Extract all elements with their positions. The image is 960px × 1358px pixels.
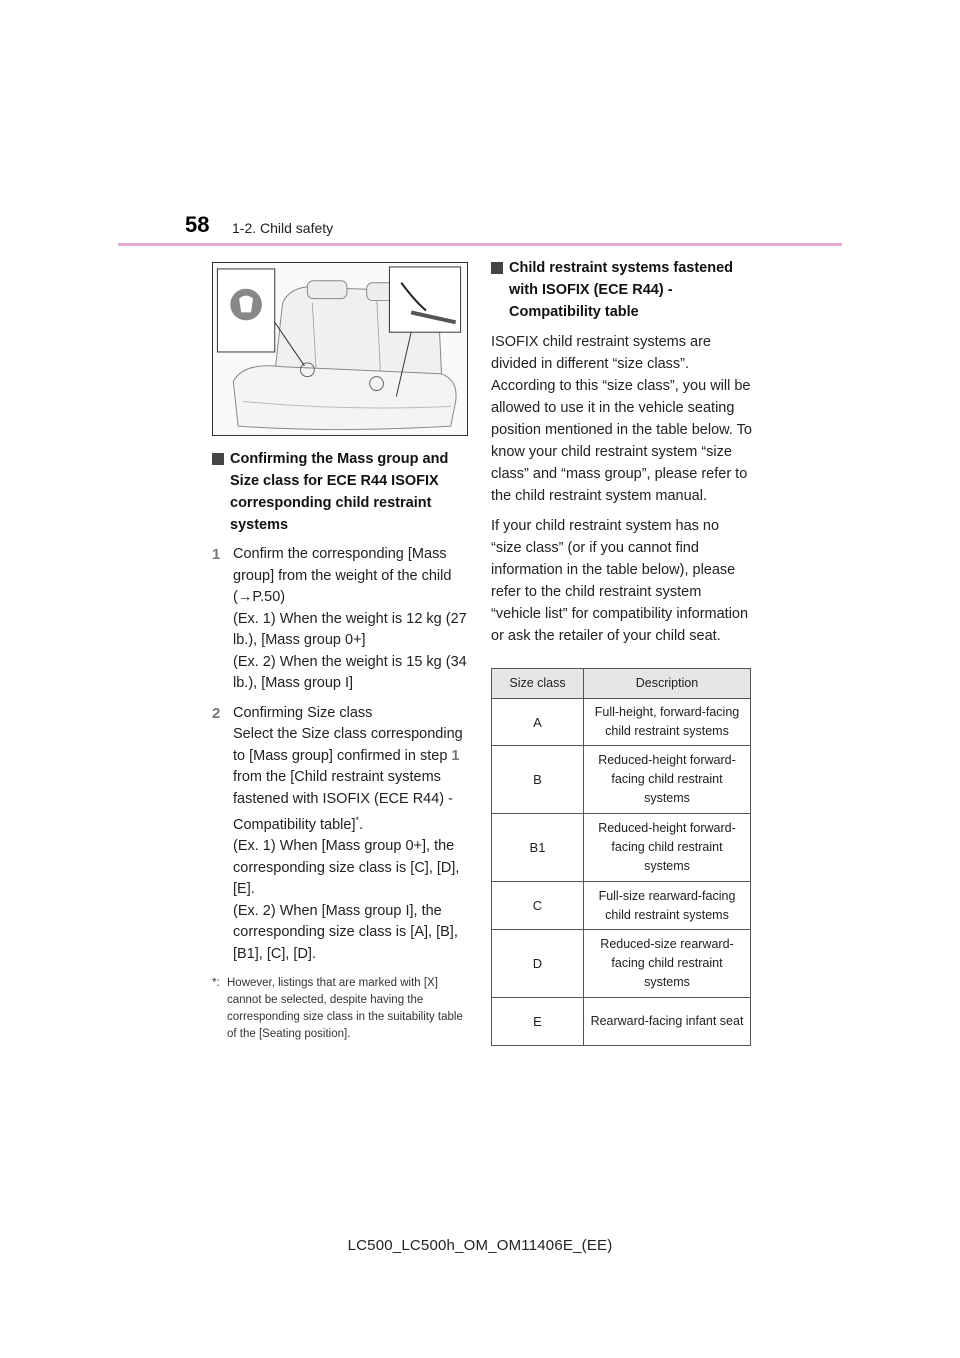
table-row [492, 814, 751, 882]
table-row [492, 699, 751, 746]
description-cell: Full-size rearward-facing child restraint systems [584, 882, 751, 930]
footnote-marker: * [355, 815, 360, 825]
table-row [492, 930, 751, 998]
table-row [492, 998, 751, 1046]
description-cell: Reduced-height forward-facing child restraint systems [584, 814, 751, 882]
arrow-icon: → [237, 589, 253, 605]
footnote: *: However, listings that are marked with [X] cannot be selected, despite having the corresponding size class in the suitability table of the [Seating position]. [212, 977, 463, 1041]
compatibility-heading: Child restraint systems fastened with ISOFIX (ECE R44) - Compatibility table [491, 257, 753, 323]
header-rule [118, 243, 842, 246]
description-cell: Full-height, forward-facing child restraint systems [584, 699, 751, 746]
size-class-cell: E [492, 998, 584, 1046]
description-cell: Reduced-size rearward-facing child restraint systems [584, 930, 751, 998]
column-header: Description [584, 669, 751, 699]
bullet-square-icon [491, 262, 503, 274]
bullet-square-icon [212, 453, 224, 465]
step-reference: 1 [451, 747, 460, 764]
size-class-table [491, 668, 751, 1046]
step-2: 2 Confirming Size class Select the Size class corresponding to [Mass group] confirmed in step 1 from the [Child restraint systems fastened with ISOFIX (ECE R44) - Compatibility table]*. (Ex. 1) When [Mass group 0+], the corresponding size class is [C], [D], [E]. (Ex. 2) When [Mass group I], the corresponding size class is [A], [B], [B1], [C], [D]. [212, 704, 463, 962]
page-number: 58 [185, 212, 210, 237]
table-row [492, 746, 751, 814]
document-code: LC500_LC500h_OM_OM11406E_(EE) [347, 1237, 613, 1254]
description-cell: Reduced-height forward-facing child restraint systems [584, 746, 751, 814]
column-header: Size class [492, 669, 584, 699]
size-class-cell: D [492, 930, 584, 998]
left-column [212, 448, 467, 1043]
mass-group-heading: Confirming the Mass group and Size class for ECE R44 ISOFIX corresponding child restraint systems [212, 448, 467, 536]
size-class-cell: A [492, 699, 584, 746]
description-cell: Rearward-facing infant seat [584, 998, 751, 1046]
table-row [492, 882, 751, 930]
section-title: 1-2. Child safety [232, 220, 334, 236]
size-class-cell: B1 [492, 814, 584, 882]
table-header-row [492, 669, 751, 699]
size-class-cell: B [492, 746, 584, 814]
size-class-cell: C [492, 882, 584, 930]
size-class-paragraph: ISOFIX child restraint systems are divided in different “size class”. According to this “size class”, you will be allowed to use it in the vehicle seating position mentioned in the table below. To know your child restraint system “size class” and “mass group”, please refer to the child restraint system manual. [491, 334, 752, 504]
step-number: 1 [212, 546, 221, 563]
seat-drawing [213, 263, 467, 435]
right-column [491, 257, 753, 647]
rear-seat-isofix-illustration [212, 262, 468, 436]
page-reference-link[interactable]: P.50) [252, 589, 286, 605]
step-number: 2 [212, 704, 221, 722]
vehicle-list-paragraph: If your child restraint system has no “size class” (or if you cannot find information in the table below), please refer to the child restraint system “vehicle list” for compatibility information or ask the retailer of your child seat. [491, 518, 749, 644]
step-1: 1 Confirm the corresponding [Mass group] from the weight of the child (→P.50) (Ex. 1) When the weight is 12 kg (27 lb.), [Mass group 0+] (Ex. 2) When the weight is 15 kg (34 lb.), [Mass group I] [212, 546, 467, 691]
